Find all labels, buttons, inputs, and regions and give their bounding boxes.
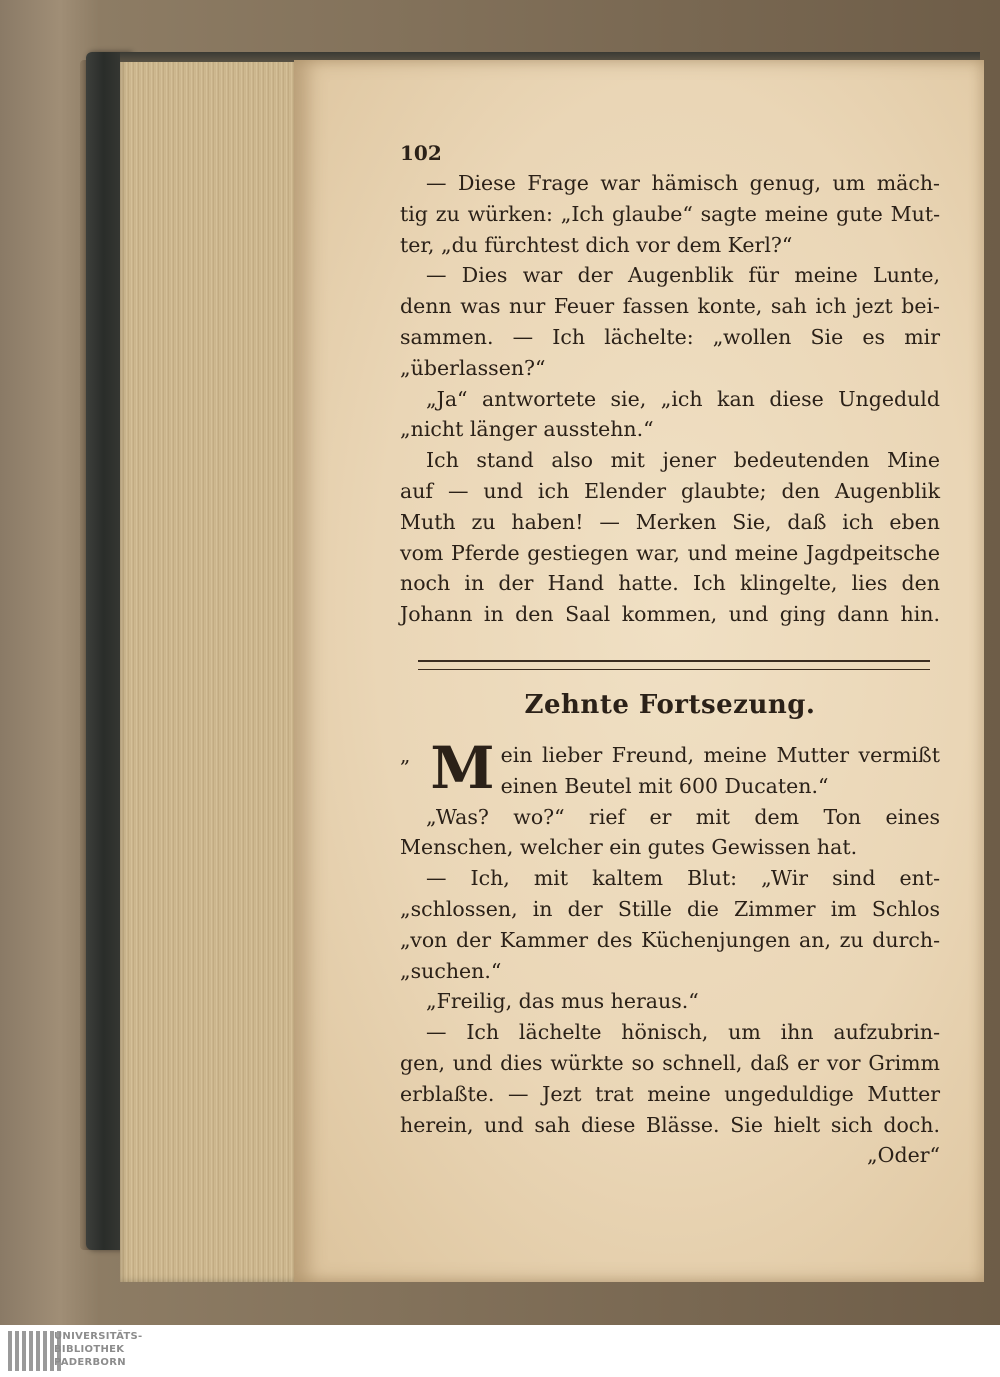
page-number: 102 — [400, 141, 442, 165]
opening-quote: „ — [400, 743, 411, 767]
library-logo-text — [54, 1330, 143, 1369]
text-line: „Freilig, das mus heraus.“ — [426, 989, 699, 1014]
text-line: „nicht länger ausstehn.“ — [400, 417, 654, 442]
text-line: „schlossen, in der Stille die Zimmer im Schlos — [400, 896, 940, 921]
text-line: Menschen, welcher ein gutes Gewissen hat. — [400, 835, 858, 860]
text-line: „von der Kammer des Küchenjungen an, zu durch- — [400, 927, 940, 952]
catchword: „Oder“ — [867, 1143, 940, 1168]
text-line: herein, und sah diese Blässe. Sie hielt sich doch. — [400, 1112, 940, 1137]
text-line: — Dies war der Augenblik für meine Lunte, — [426, 263, 940, 288]
text-line: vom Pferde gestiegen war, und meine Jagdpeitsche — [400, 540, 940, 565]
text-line: ter, „du fürchtest dich vor dem Kerl?“ — [400, 232, 793, 257]
text-line: einen Beutel mit 600 Ducaten.“ — [500, 773, 829, 798]
section-divider — [418, 660, 930, 670]
dropcap-paragraph — [400, 740, 940, 802]
text-line: noch in der Hand hatte. Ich klingelte, lies den — [400, 571, 940, 596]
library-footer — [0, 1325, 1000, 1377]
page-edges — [120, 54, 300, 1282]
text-line: sammen. — Ich lächelte: „wollen Sie es mir — [400, 324, 940, 349]
text-line: „Ja“ antwortete sie, „ich kan diese Ungeduld — [426, 386, 940, 411]
text-line: Johann in den Saal kommen, und ging dann hin. — [400, 602, 940, 627]
text-line: ein lieber Freund, meine Mutter vermißt — [500, 743, 940, 767]
text-line: gen, und dies würkte so schnell, daß er vor Grimm — [400, 1050, 940, 1075]
text-line: Ich stand also mit jener bedeutenden Mine — [426, 448, 940, 473]
logo-line-1: UNIVERSITÄTS- — [54, 1331, 143, 1342]
logo-line-2: BIBLIOTHEK — [54, 1344, 125, 1355]
text-line: „Was? wo?“ rief er mit dem Ton eines — [426, 804, 940, 829]
section-1-text — [400, 138, 940, 630]
text-line: tig zu würken: „Ich glaube“ sagte meine gute Mut- — [400, 201, 940, 226]
text-line: denn was nur Feuer fassen konte, sah ich jezt bei- — [400, 294, 940, 319]
text-line: auf — und ich Elender glaubte; den Augenblik — [400, 478, 940, 503]
text-line: erblaßte. — Jezt trat meine ungeduldige Mutter — [400, 1081, 940, 1106]
chapter-heading: Zehnte Fortsezung. — [524, 690, 816, 720]
text-line: Muth zu haben! — Merken Sie, daß ich eben — [400, 509, 940, 534]
drop-cap: M — [430, 740, 495, 802]
text-line: — Ich lächelte hönisch, um ihn aufzubrin- — [426, 1020, 940, 1045]
section-2-text — [400, 740, 940, 1171]
text-line: „überlassen?“ — [400, 355, 546, 380]
text-line: „suchen.“ — [400, 958, 502, 983]
text-line: — Diese Frage war hämisch genug, um mäch- — [426, 171, 940, 195]
text-line: — Ich, mit kaltem Blut: „Wir sind ent- — [426, 866, 940, 891]
logo-line-3: PADERBORN — [54, 1357, 126, 1368]
